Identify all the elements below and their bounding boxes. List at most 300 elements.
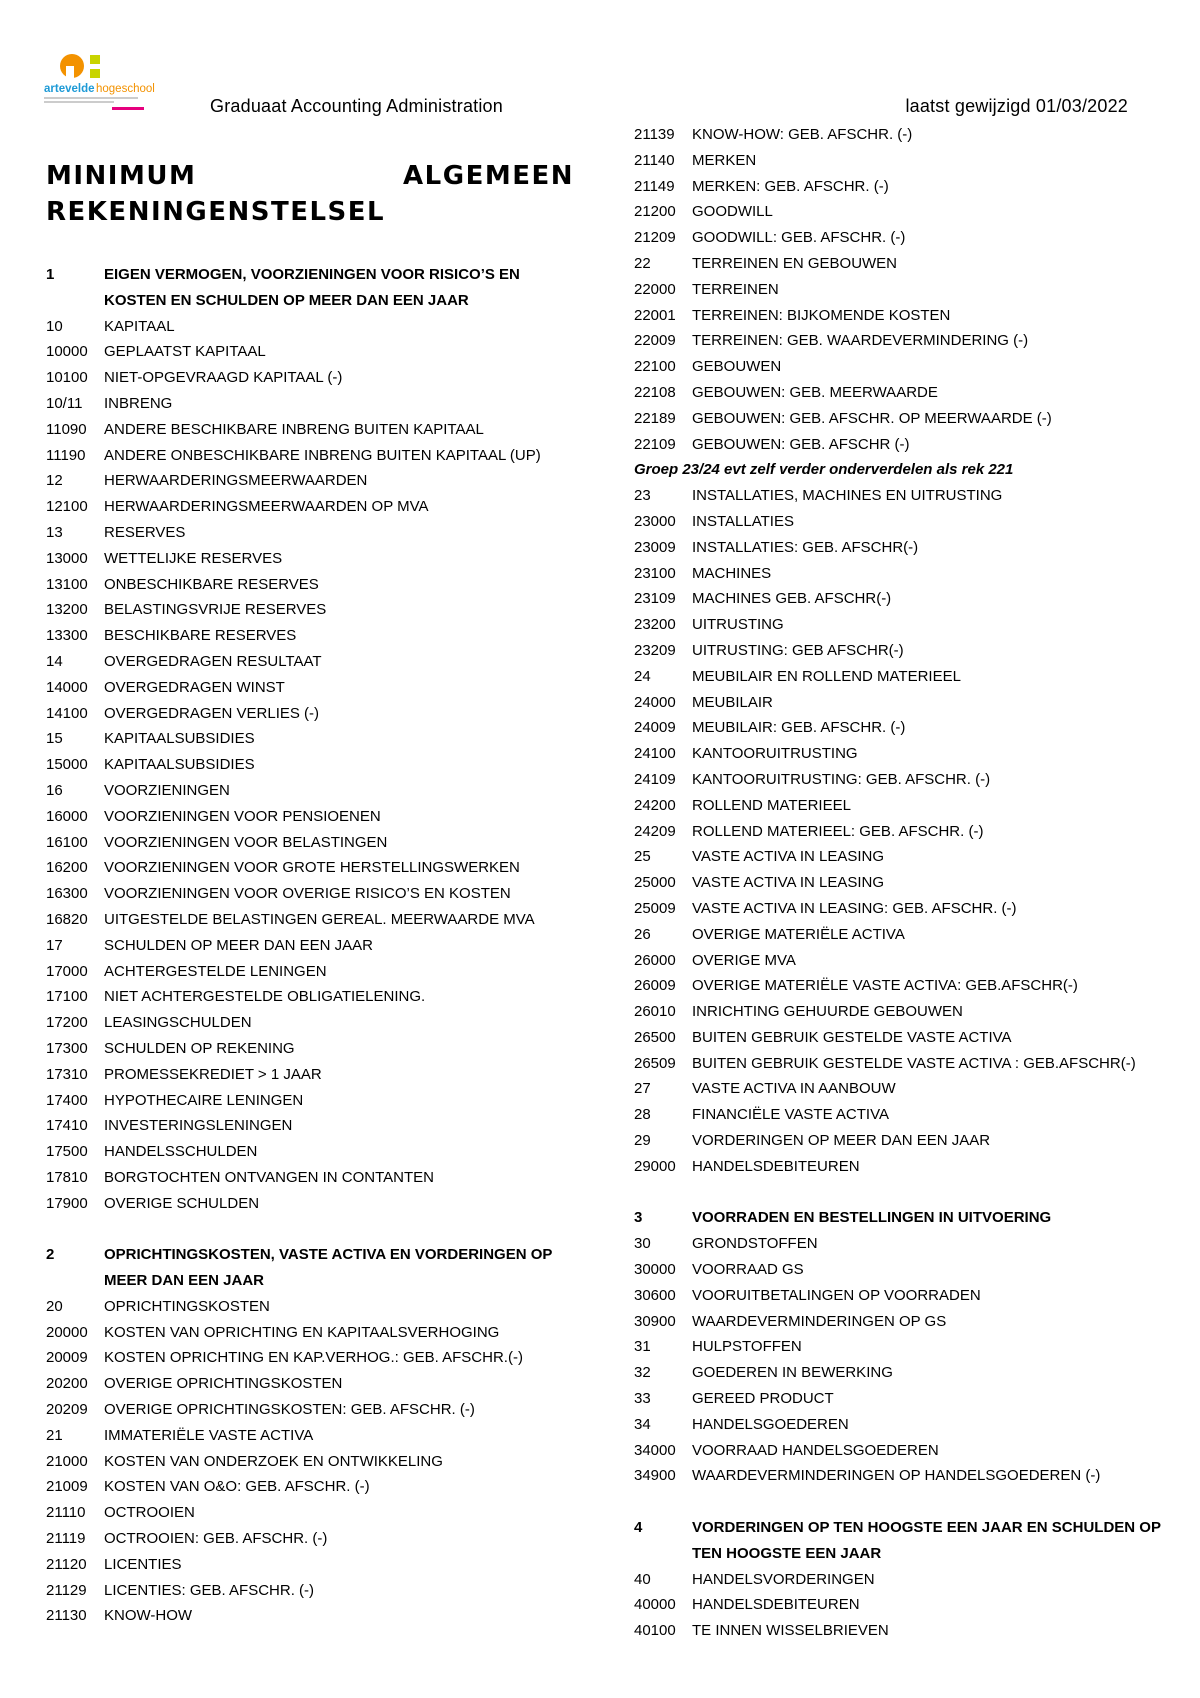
account-row (634, 1128, 1174, 1154)
account-description: ANDERE ONBESCHIKBARE INBRENG BUITEN KAPITAAL (UP) (104, 446, 541, 464)
account-description: KNOW-HOW (104, 1607, 193, 1625)
account-code: 23109 (634, 590, 676, 608)
arteveldehogeschool-logo (44, 52, 164, 122)
account-description: MACHINES (692, 564, 772, 582)
account-code: 30000 (634, 1261, 676, 1279)
account-row (46, 597, 576, 623)
account-code: 10/11 (46, 394, 83, 412)
account-code: 11090 (46, 420, 87, 438)
account-code: 23209 (634, 641, 676, 659)
account-row (46, 1191, 576, 1217)
account-code: 26509 (634, 1054, 676, 1072)
account-row (634, 922, 1174, 948)
account-description: TERREINEN: GEB. WAARDEVERMINDERING (-) (692, 332, 1029, 350)
account-row (46, 1397, 576, 1423)
account-description: OVERIGE MVA (692, 951, 796, 969)
account-code: 21139 (634, 126, 675, 143)
account-description: HANDELSGOEDEREN (692, 1415, 849, 1433)
account-description: VORDERINGEN OP MEER DAN EEN JAAR (692, 1132, 991, 1150)
account-code: 20000 (46, 1323, 88, 1341)
account-description: GOODWILL: GEB. AFSCHR. (-) (692, 229, 906, 247)
account-code: 20009 (46, 1349, 88, 1367)
account-description: ACHTERGESTELDE LENINGEN (104, 962, 327, 980)
account-description: HERWAARDERINGSMEERWAARDEN OP MVA (104, 498, 429, 516)
account-description: OVERIGE OPRICHTINGSKOSTEN (104, 1375, 343, 1393)
account-code: 24209 (634, 822, 676, 840)
account-code: 21000 (46, 1452, 88, 1470)
account-code: 26009 (634, 977, 676, 995)
account-code: 2 (46, 1246, 55, 1264)
account-row (634, 354, 1174, 380)
account-group-row (46, 262, 576, 314)
account-row (46, 855, 576, 881)
account-description: UITRUSTING: GEB AFSCHR(-) (692, 641, 904, 659)
account-description: INBRENG (104, 394, 173, 412)
account-code: 16820 (46, 910, 88, 928)
account-row (46, 907, 576, 933)
account-row (634, 303, 1174, 329)
account-description: INVESTERINGSLENINGEN (104, 1117, 293, 1135)
account-row (46, 1500, 576, 1526)
account-description: GOEDEREN IN BEWERKING (692, 1364, 893, 1382)
account-description: ROLLEND MATERIEEL (692, 796, 851, 814)
account-row (634, 664, 1174, 690)
account-row (634, 380, 1174, 406)
account-code: 17 (46, 936, 63, 954)
account-description: OVERIGE MATERIËLE VASTE ACTIVA: GEB.AFSCHR(-) (692, 977, 1078, 995)
account-row (634, 741, 1174, 767)
account-row (634, 328, 1174, 354)
account-description: PROMESSEKREDIET > 1 JAAR (104, 1065, 322, 1083)
account-code: 22189 (634, 409, 676, 427)
account-description: LEASINGSCHULDEN (104, 1014, 252, 1032)
account-description: BUITEN GEBRUIK GESTELDE VASTE ACTIVA : GEB.AFSCHR(-) (692, 1054, 1136, 1072)
account-code: 22109 (634, 435, 676, 453)
account-row (634, 844, 1174, 870)
account-description: HYPOTHECAIRE LENINGEN (104, 1091, 304, 1109)
account-description: VOORRAAD GS (692, 1261, 804, 1279)
account-description: VOORZIENINGEN VOOR BELASTINGEN (104, 833, 388, 851)
account-row (634, 896, 1174, 922)
account-row (634, 561, 1174, 587)
account-description: VASTE ACTIVA IN LEASING: GEB. AFSCHR. (-) (692, 899, 1017, 917)
account-row (634, 715, 1174, 741)
account-description: MERKEN (692, 151, 757, 169)
account-code: 20200 (46, 1375, 88, 1393)
account-description: ONBESCHIKBARE RESERVES (104, 575, 319, 593)
account-description: VOORRADEN EN BESTELLINGEN IN UITVOERING (692, 1209, 1052, 1227)
account-description: HANDELSVORDERINGEN (692, 1570, 875, 1588)
account-description: LICENTIES (104, 1555, 182, 1573)
account-description: BELASTINGSVRIJE RESERVES (104, 601, 327, 619)
account-row (46, 1165, 576, 1191)
account-description: INSTALLATIES: GEB. AFSCHR(-) (692, 538, 919, 556)
account-code: 21 (46, 1426, 63, 1444)
account-row (46, 314, 576, 340)
account-description: OCTROOIEN (104, 1504, 195, 1522)
section-spacer (634, 1489, 1174, 1515)
account-code: 10 (46, 317, 63, 335)
account-row (46, 1062, 576, 1088)
account-row (46, 1088, 576, 1114)
account-description: HULPSTOFFEN (692, 1338, 802, 1356)
account-row (46, 881, 576, 907)
account-description: KNOW-HOW: GEB. AFSCHR. (-) (692, 126, 913, 143)
account-description: VOORZIENINGEN VOOR PENSIOENEN (104, 807, 381, 825)
account-code: 26500 (634, 1028, 676, 1046)
account-row (46, 933, 576, 959)
account-description: TERREINEN EN GEBOUWEN (692, 254, 898, 272)
account-row (46, 1371, 576, 1397)
account-code: 26 (634, 925, 651, 943)
account-description: KANTOORUITRUSTING (692, 745, 858, 763)
account-description: MACHINES GEB. AFSCHR(-) (692, 590, 892, 608)
account-code: 20 (46, 1297, 63, 1315)
account-code: 24009 (634, 719, 676, 737)
account-code: 24200 (634, 796, 676, 814)
account-code: 22 (634, 254, 651, 272)
account-row (46, 1294, 576, 1320)
account-description: WAARDEVERMINDERINGEN OP HANDELSGOEDEREN (-) (692, 1467, 1101, 1485)
account-code: 14100 (46, 704, 88, 722)
account-row (46, 546, 576, 572)
account-row (634, 586, 1174, 612)
account-description: GEBOUWEN (692, 358, 782, 376)
account-row (46, 468, 576, 494)
account-code: 21200 (634, 203, 676, 221)
account-description: GRONDSTOFFEN (692, 1235, 818, 1253)
left-account-column (46, 262, 576, 1629)
account-description: UITRUSTING (692, 616, 784, 634)
account-row (634, 199, 1174, 225)
account-code: 17300 (46, 1039, 88, 1057)
account-code: 22108 (634, 383, 676, 401)
account-row (634, 1438, 1174, 1464)
account-code: 13 (46, 523, 63, 541)
account-row (46, 1603, 576, 1629)
svg-text:artevelde: artevelde (44, 83, 95, 95)
account-group-row (46, 1242, 576, 1294)
account-code: 3 (634, 1209, 643, 1227)
account-row (634, 277, 1174, 303)
account-row (46, 830, 576, 856)
account-description: VORDERINGEN OP TEN HOOGSTE EEN JAAR EN SCHULDEN OP TEN HOOGSTE EEN JAAR (692, 1519, 1161, 1562)
account-row (634, 690, 1174, 716)
account-code: 17000 (46, 962, 88, 980)
account-code: 31 (634, 1338, 651, 1356)
svg-text:hogeschool: hogeschool (96, 83, 155, 95)
account-code: 23100 (634, 564, 676, 582)
account-row (634, 870, 1174, 896)
account-description: VOORRAAD HANDELSGOEDEREN (692, 1441, 939, 1459)
account-description: SCHULDEN OP MEER DAN EEN JAAR (104, 936, 373, 954)
account-row (46, 1526, 576, 1552)
account-code: 21119 (46, 1530, 86, 1548)
account-description: ROLLEND MATERIEEL: GEB. AFSCHR. (-) (692, 822, 984, 840)
account-code: 26010 (634, 1003, 676, 1021)
account-description: OVERGEDRAGEN RESULTAAT (104, 652, 322, 670)
account-row (634, 1154, 1174, 1180)
account-code: 23000 (634, 512, 676, 530)
account-row (46, 1139, 576, 1165)
account-description: KAPITAALSUBSIDIES (104, 756, 255, 774)
page-title (46, 158, 574, 230)
account-description: TERREINEN: BIJKOMENDE KOSTEN (692, 306, 951, 324)
account-code: 22000 (634, 280, 676, 298)
account-code: 29 (634, 1132, 651, 1150)
account-row (634, 793, 1174, 819)
account-row (634, 973, 1174, 999)
account-description: VASTE ACTIVA IN AANBOUW (692, 1080, 896, 1098)
account-row (634, 1412, 1174, 1438)
account-code: 40 (634, 1570, 651, 1588)
course-name: Graduaat Accounting Administration (210, 96, 503, 116)
account-code: 22009 (634, 332, 676, 350)
account-row (634, 1283, 1174, 1309)
account-code: 21130 (46, 1607, 87, 1625)
account-code: 23200 (634, 616, 676, 634)
account-description: KOSTEN VAN OPRICHTING EN KAPITAALSVERHOGING (104, 1323, 500, 1341)
account-code: 10100 (46, 369, 88, 387)
account-description: MEUBILAIR EN ROLLEND MATERIEEL (692, 667, 961, 685)
account-code: 33 (634, 1390, 651, 1408)
account-description: INSTALLATIES (692, 512, 794, 530)
account-row (46, 701, 576, 727)
account-code: 13100 (46, 575, 88, 593)
account-code: 21009 (46, 1478, 88, 1496)
account-description: OVERIGE MATERIËLE ACTIVA (692, 925, 905, 943)
account-code: 10000 (46, 343, 88, 361)
account-row (634, 1231, 1174, 1257)
account-row (46, 365, 576, 391)
account-code: 11190 (46, 446, 86, 464)
account-description: WAARDEVERMINDERINGEN OP GS (692, 1312, 947, 1330)
account-description: BORGTOCHTEN ONTVANGEN IN CONTANTEN (104, 1168, 435, 1186)
account-row (634, 638, 1174, 664)
account-row (634, 406, 1174, 432)
account-row (46, 778, 576, 804)
account-description: OPRICHTINGSKOSTEN, VASTE ACTIVA EN VORDERINGEN OP MEER DAN EEN JAAR (104, 1246, 553, 1290)
account-code: 14 (46, 652, 63, 670)
account-code: 30 (634, 1235, 651, 1253)
account-row (46, 1345, 576, 1371)
account-code: 25000 (634, 874, 676, 892)
account-code: 40000 (634, 1596, 676, 1614)
account-code: 16100 (46, 833, 88, 851)
account-row (46, 649, 576, 675)
title-word-algemeen: ALGEMEEN (403, 161, 574, 191)
account-row (46, 959, 576, 985)
account-row (634, 1618, 1174, 1644)
account-description: HANDELSDEBITEUREN (692, 1596, 860, 1614)
account-code: 17310 (46, 1065, 88, 1083)
account-row (46, 417, 576, 443)
account-code: 20209 (46, 1401, 88, 1419)
account-code: 34 (634, 1415, 651, 1433)
account-description: FINANCIËLE VASTE ACTIVA (692, 1106, 889, 1124)
account-description: GEREED PRODUCT (692, 1390, 834, 1408)
account-row (46, 726, 576, 752)
account-code: 15 (46, 730, 63, 748)
account-row (634, 1257, 1174, 1283)
account-row (634, 174, 1174, 200)
account-code: 17500 (46, 1143, 88, 1161)
account-row (634, 1102, 1174, 1128)
account-row (46, 675, 576, 701)
account-description: OVERGEDRAGEN VERLIES (-) (104, 704, 320, 722)
account-code: 13200 (46, 601, 88, 619)
account-code: 34000 (634, 1441, 676, 1459)
account-row (634, 1386, 1174, 1412)
account-row (634, 535, 1174, 561)
account-code: 24100 (634, 745, 676, 763)
account-code: 30900 (634, 1312, 676, 1330)
account-code: 17400 (46, 1091, 88, 1109)
account-description: KAPITAAL (104, 317, 175, 335)
account-row (634, 1051, 1174, 1077)
account-description: VOORUITBETALINGEN OP VOORRADEN (692, 1286, 981, 1304)
account-description: GEBOUWEN: GEB. AFSCHR. OP MEERWAARDE (-) (692, 409, 1052, 427)
account-row (634, 999, 1174, 1025)
account-description: GEBOUWEN: GEB. AFSCHR (-) (692, 435, 910, 453)
account-description: TERREINEN (692, 280, 779, 298)
account-row (634, 1463, 1174, 1489)
account-code: 1 (46, 266, 55, 283)
account-code: 13300 (46, 627, 88, 645)
account-description: KOSTEN OPRICHTING EN KAP.VERHOG.: GEB. AFSCHR.(-) (104, 1349, 523, 1367)
account-code: 23 (634, 487, 651, 505)
account-row (46, 1113, 576, 1139)
account-row (46, 1578, 576, 1604)
account-code: 16200 (46, 859, 88, 877)
account-row (46, 1474, 576, 1500)
account-code: 23009 (634, 538, 676, 556)
account-row (634, 225, 1174, 251)
account-row (634, 1076, 1174, 1102)
account-code: 21149 (634, 177, 675, 195)
account-description: NIET ACHTERGESTELDE OBLIGATIELENING. (104, 988, 426, 1006)
account-description: VOORZIENINGEN VOOR GROTE HERSTELLINGSWERKEN (104, 859, 520, 877)
account-row (46, 1449, 576, 1475)
account-row (46, 520, 576, 546)
section-spacer (634, 1180, 1174, 1206)
account-row (46, 339, 576, 365)
account-row (634, 1025, 1174, 1051)
account-row (634, 612, 1174, 638)
section-spacer (46, 1216, 576, 1242)
account-row (634, 948, 1174, 974)
account-row (46, 494, 576, 520)
account-description: GEPLAATST KAPITAAL (104, 343, 266, 361)
account-description: MEUBILAIR (692, 693, 773, 711)
account-description: VOORZIENINGEN (104, 781, 230, 799)
logo-mark-icon (44, 52, 164, 122)
account-row (634, 767, 1174, 793)
account-code: 24109 (634, 770, 676, 788)
account-code: 26000 (634, 951, 676, 969)
account-row (46, 1423, 576, 1449)
account-description: KOSTEN VAN ONDERZOEK EN ONTWIKKELING (104, 1452, 443, 1470)
account-description: MEUBILAIR: GEB. AFSCHR. (-) (692, 719, 906, 737)
title-line-2: REKENINGENSTELSEL (46, 197, 386, 227)
account-row (634, 1567, 1174, 1593)
account-row (634, 1360, 1174, 1386)
account-description: EIGEN VERMOGEN, VOORZIENINGEN VOOR RISICO’S EN KOSTEN EN SCHULDEN OP MEER DAN EEN JAAR (104, 266, 520, 309)
account-row (634, 483, 1174, 509)
account-row (46, 1010, 576, 1036)
account-code: 21129 (46, 1581, 87, 1599)
account-description: TE INNEN WISSELBRIEVEN (692, 1622, 889, 1640)
account-description: HERWAARDERINGSMEERWAARDEN (104, 472, 368, 490)
account-code: 14000 (46, 678, 88, 696)
account-code: 12 (46, 472, 63, 490)
account-description: NIET-OPGEVRAAGD KAPITAAL (-) (104, 369, 343, 387)
account-description: WETTELIJKE RESERVES (104, 549, 283, 567)
account-code: 12100 (46, 498, 88, 516)
account-row (634, 432, 1174, 458)
account-code: 21110 (46, 1504, 86, 1522)
account-code: 32 (634, 1364, 651, 1382)
account-code: 22100 (634, 358, 676, 376)
account-code: 25 (634, 848, 651, 866)
account-code: 16000 (46, 807, 88, 825)
account-description: RESERVES (104, 523, 186, 541)
account-row (46, 1036, 576, 1062)
account-code: 16 (46, 781, 63, 799)
account-description: VOORZIENINGEN VOOR OVERIGE RISICO’S EN KOSTEN (104, 885, 511, 903)
account-group-row (634, 1205, 1174, 1231)
account-code: 29000 (634, 1157, 676, 1175)
account-row (634, 1309, 1174, 1335)
account-description: OVERGEDRAGEN WINST (104, 678, 285, 696)
account-code: 28 (634, 1106, 651, 1124)
account-code: 30600 (634, 1286, 676, 1304)
account-code: 25009 (634, 899, 676, 917)
account-description: HANDELSSCHULDEN (104, 1143, 258, 1161)
account-row (634, 122, 1174, 148)
account-row (46, 752, 576, 778)
account-description: OPRICHTINGSKOSTEN (104, 1297, 270, 1315)
account-row (46, 1320, 576, 1346)
account-row (46, 443, 576, 469)
account-description: SCHULDEN OP REKENING (104, 1039, 295, 1057)
account-description: GEBOUWEN: GEB. MEERWAARDE (692, 383, 938, 401)
account-code: 21120 (46, 1555, 87, 1573)
account-code: 17410 (46, 1117, 88, 1135)
last-modified-date: laatst gewijzigd 01/03/2022 (905, 96, 1128, 116)
account-description: LICENTIES: GEB. AFSCHR. (-) (104, 1581, 315, 1599)
account-description: VASTE ACTIVA IN LEASING (692, 848, 885, 866)
group-note: Groep 23/24 evt zelf verder onderverdelen als rek 221 (634, 461, 1014, 479)
account-description: BESCHIKBARE RESERVES (104, 627, 297, 645)
account-row (634, 509, 1174, 535)
account-code: 24 (634, 667, 651, 685)
account-row (634, 251, 1174, 277)
account-description: OCTROOIEN: GEB. AFSCHR. (-) (104, 1530, 328, 1548)
account-code: 21209 (634, 229, 676, 247)
account-description: INRICHTING GEHUURDE GEBOUWEN (692, 1003, 963, 1021)
account-row (634, 148, 1174, 174)
account-row (634, 1592, 1174, 1618)
account-code: 40100 (634, 1622, 676, 1640)
account-row (634, 1334, 1174, 1360)
account-code: 15000 (46, 756, 88, 774)
account-code: 34900 (634, 1467, 676, 1485)
right-account-column (634, 122, 1174, 1644)
account-description: ANDERE BESCHIKBARE INBRENG BUITEN KAPITAAL (104, 420, 484, 438)
account-code: 21140 (634, 151, 675, 169)
account-code: 24000 (634, 693, 676, 711)
